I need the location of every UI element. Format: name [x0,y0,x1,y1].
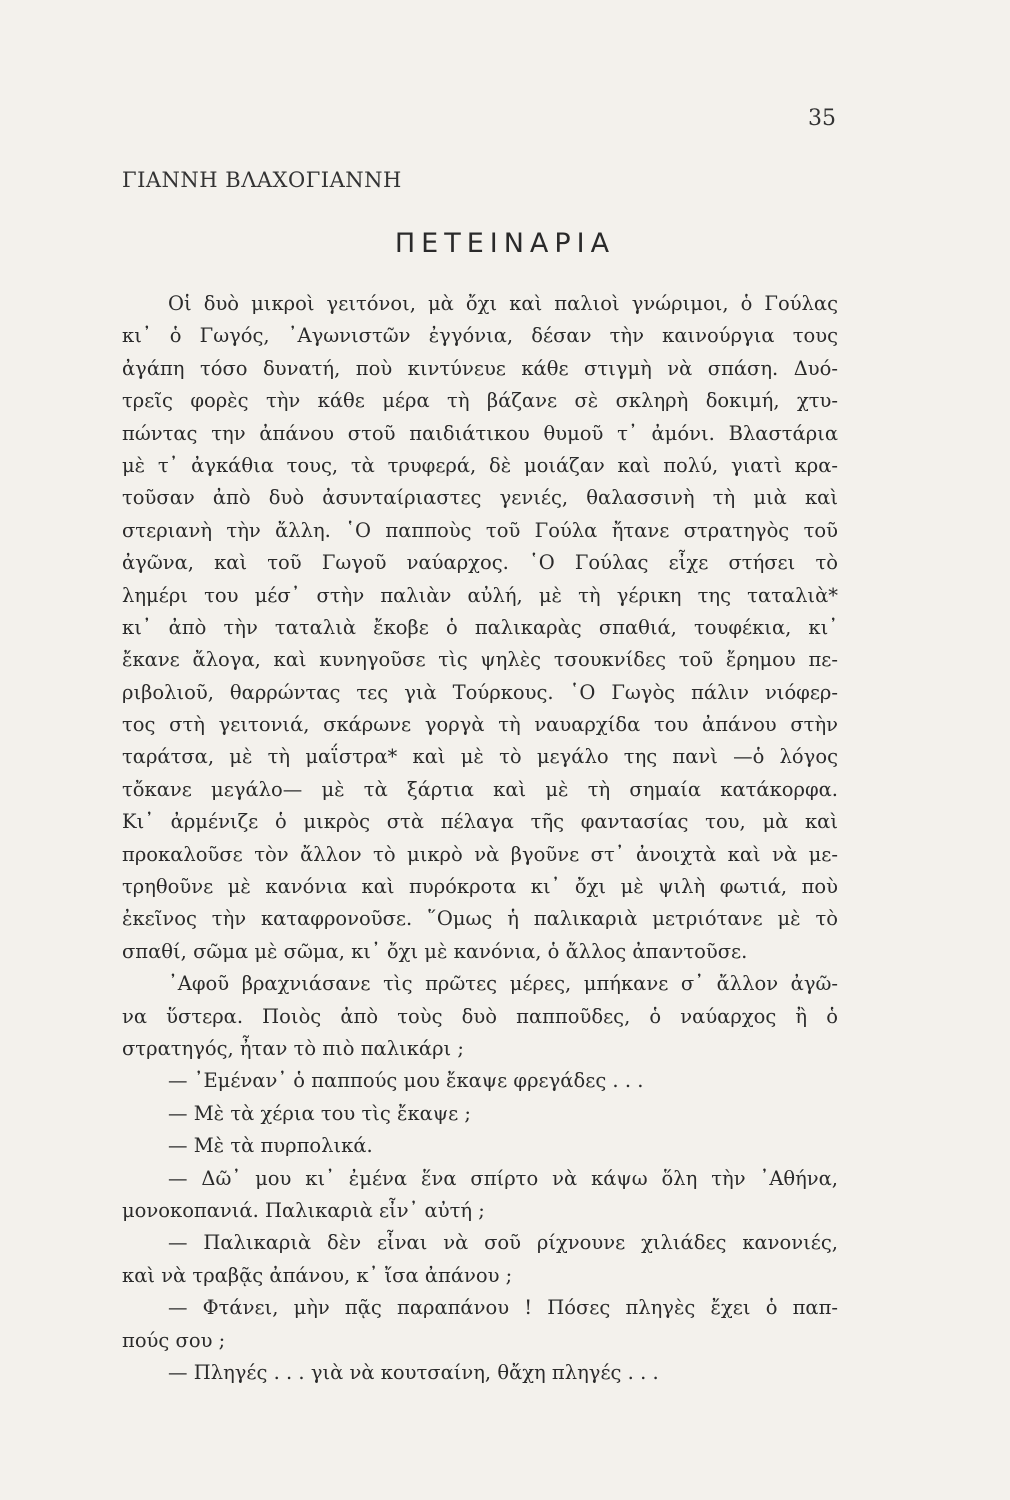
text-line: τος στὴ γειτονιά, σκάρωνε γοργὰ τὴ ναυαρχίδα του ἀπάνου στὴν [122,713,838,737]
text-line: τοῦσαν ἀπὸ δυὸ ἀσυνταίριαστες γενιές, θαλασσινὴ τὴ μιὰ καὶ [122,486,838,510]
dialogue-line: — ᾿Εμέναν᾿ ὁ παππούς μου ἔκαψε φρεγάδες . . . [168,1069,644,1093]
dialogue-line: — Μὲ τὰ πυρπολικά. [168,1134,373,1158]
text-line: στεριανὴ τὴν ἄλλη. ῾Ο παπποὺς τοῦ Γούλα ἤτανε στρατηγὸς τοῦ [122,518,838,542]
text-line: Οἱ δυὸ μικροὶ γειτόνοι, μὰ ὄχι καὶ παλιοὶ γνώριμοι, ὁ Γούλας [168,292,838,315]
dialogue-line: — Παλικαριὰ δὲν εἶναι νὰ σοῦ ρίχνουνε χιλιάδες κανονιές, [168,1231,838,1255]
text-line: ριβολιοῦ, θαρρώντας τες γιὰ Τούρκους. ῾Ο Γωγὸς πάλιν νιόφερ- [122,680,838,704]
text-line: πώντας την ἀπάνου στοῦ παιδιάτικου θυμοῦ τ᾿ ἀμόνι. Βλαστάρια [122,421,838,445]
text-line: ἀγῶνα, καὶ τοῦ Γωγοῦ ναύαρχος. ῾Ο Γούλας εἶχε στήσει τὸ [122,551,838,575]
page-number: 35 [808,106,836,131]
dialogue-line: μονοκοπανιά. Παλικαριὰ εἶν᾿ αὐτή ; [122,1198,485,1222]
body-text [122,288,838,1389]
text-line: ᾿Αφοῦ βραχνιάσανε τὶς πρῶτες μέρες, μπήκανε σ᾿ ἄλλον ἀγῶ- [168,972,838,996]
text-line: τὄκανε μεγάλο— μὲ τὰ ξάρτια καὶ μὲ τὴ σημαία κατάκορφα. [122,777,838,801]
text-line: ἐκεῖνος τὴν καταφρονοῦσε. ῞Ομως ἡ παλικαριὰ μετριότανε μὲ τὸ [122,907,838,931]
dialogue-line: — Μὲ τὰ χέρια του τὶς ἔκαψε ; [168,1101,471,1125]
dialogue-line: — Πληγές . . . γιὰ νὰ κουτσαίνη, θἄχη πληγές . . . [168,1360,659,1384]
text-line: να ὕστερα. Ποιὸς ἀπὸ τοὺς δυὸ παπποῦδες, ὁ ναύαρχος ἢ ὁ [122,1004,838,1028]
text-line: προκαλοῦσε τὸν ἄλλον τὸ μικρὸ νὰ βγοῦνε στ᾿ ἀνοιχτὰ καὶ νὰ με- [122,842,838,866]
text-line: λημέρι του μέσ᾿ στὴν παλιὰν αὐλή, μὲ τὴ γέρικη της ταταλιὰ* [122,583,838,607]
text-line: ταράτσα, μὲ τὴ μαΐστρα* καὶ μὲ τὸ μεγάλο της πανὶ —ὁ λόγος [122,745,838,769]
text-line: ἔκανε ἄλογα, καὶ κυνηγοῦσε τὶς ψηλὲς τσουκνίδες τοῦ ἔρημου πε- [122,648,838,672]
dialogue-line: πούς σου ; [122,1328,226,1352]
text-line: μὲ τ᾿ ἀγκάθια τους, τὰ τρυφερά, δὲ μοιάζαν καὶ πολύ, γιατὶ κρα- [122,453,838,477]
text-line: κι᾿ ἀπὸ τὴν ταταλιὰ ἔκοβε ὁ παλικαρὰς σπαθιά, τουφέκια, κι᾿ [122,615,838,639]
page-title: ΠΕΤΕΙΝΑΡΙΑ [394,228,616,259]
text-line: στρατηγός, ἦταν τὸ πιὸ παλικάρι ; [122,1036,464,1060]
text-line: τρεῖς φορὲς τὴν κάθε μέρα τὴ βάζανε σὲ σκληρὴ δοκιμή, χτυ- [122,389,838,413]
text-line: Κι᾿ ἀρμένιζε ὁ μικρὸς στὰ πέλαγα τῆς φαντασίας του, μὰ καὶ [122,810,838,834]
dialogue-line: — Φτάνει, μὴν πᾷς παραπάνου ! Πόσες πληγὲς ἔχει ὁ παπ- [168,1296,838,1320]
text-line: ἀγάπη τόσο δυνατή, ποὺ κιντύνευε κάθε στιγμὴ νὰ σπάση. Δυό- [122,356,838,380]
dialogue-line: καὶ νὰ τραβᾷς ἀπάνου, κ᾿ ἴσα ἀπάνου ; [122,1263,513,1287]
text-line: κι᾿ ὁ Γωγός, ᾿Αγωνιστῶν ἐγγόνια, δέσαν τὴν καινούργια τους [122,324,838,348]
dialogue-line: — Δῶ᾿ μου κι᾿ ἐμένα ἕνα σπίρτο νὰ κάψω ὅλη τὴν ᾿Αθήνα, [168,1166,838,1190]
author-name: ΓΙΑΝΝΗ ΒΛΑΧΟΓΙΑΝΝΗ [122,168,402,192]
text-line: τρηθοῦνε μὲ κανόνια καὶ πυρόκροτα κι᾿ ὄχι μὲ ψιλὴ φωτιά, ποὺ [122,875,838,899]
text-line: σπαθί, σῶμα μὲ σῶμα, κι᾿ ὄχι μὲ κανόνια, ὁ ἄλλος ἀπαντοῦσε. [122,939,748,963]
